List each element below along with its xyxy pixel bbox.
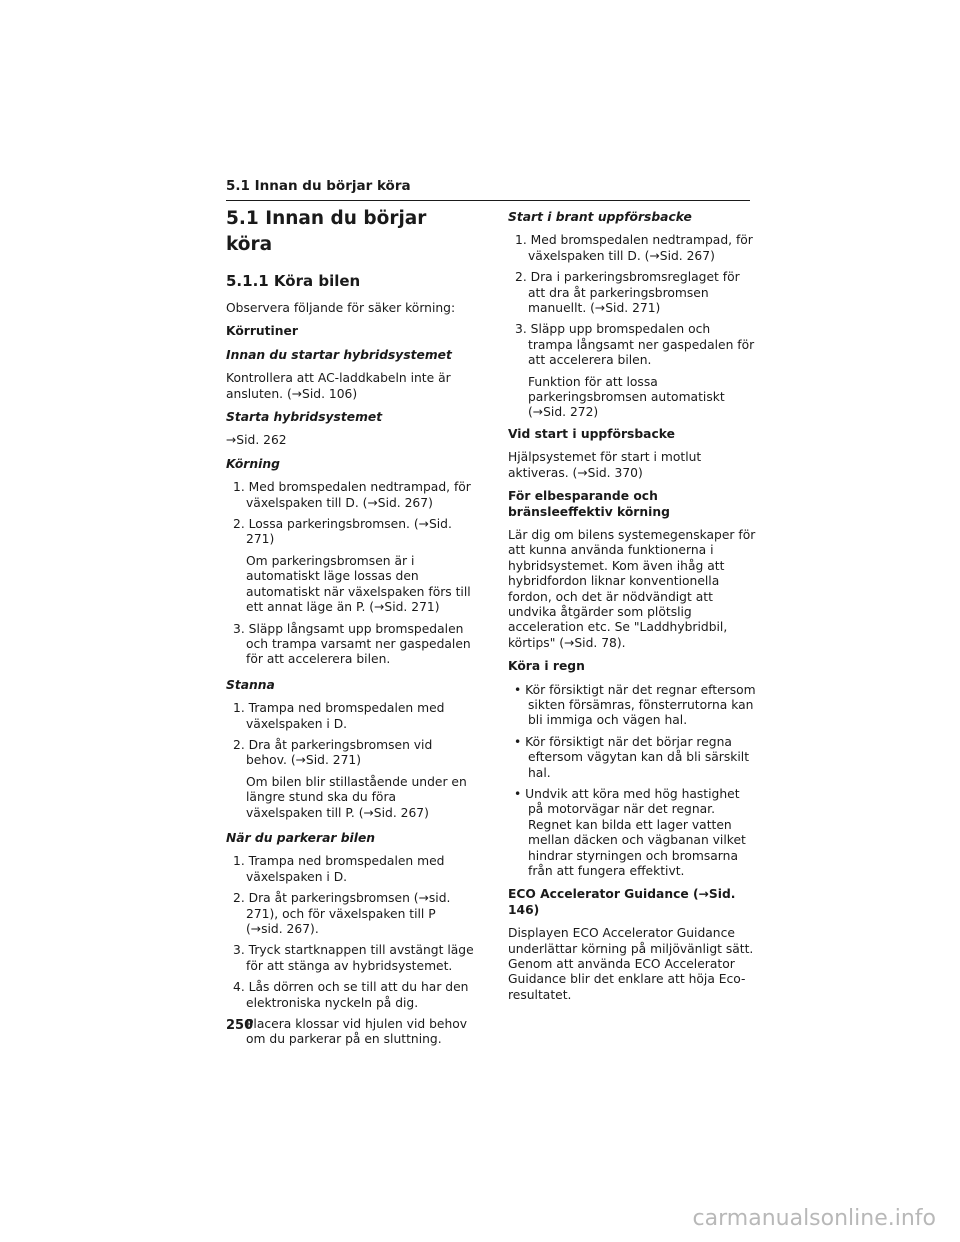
korrutiner-heading: Körrutiner — [226, 324, 298, 339]
brant-heading: Start i brant uppförsbacke — [508, 210, 692, 224]
watermark: carmanualsonline.info — [692, 1206, 936, 1231]
section-title: 5.1 Innan du börjar köra — [226, 208, 427, 255]
running-header-text: 5.1 Innan du börjar köra — [226, 178, 411, 194]
brant-step-3: 3. Släpp upp bromspedalen och trampa långsamt ner gaspedalen för att accelerera bilen. — [515, 322, 755, 368]
korning-step-1: 1. Med bromspedalen nedtrampad, för växelspaken till D. (→Sid. 267) — [233, 480, 471, 510]
elbesp-heading: För elbesparande och bränsleeffektiv körning — [508, 489, 670, 519]
stanna-heading: Stanna — [226, 677, 275, 692]
running-header — [226, 178, 750, 201]
korning-heading: Körning — [226, 456, 280, 471]
right-column — [508, 210, 758, 1011]
page-number: 250 — [226, 1018, 254, 1033]
brant-step-1: 1. Med bromspedalen nedtrampad, för växelspaken till D. (→Sid. 267) — [515, 233, 753, 263]
starta-heading: Starta hybridsystemet — [226, 410, 383, 425]
innan-heading: Innan du startar hybridsystemet — [226, 347, 452, 362]
regn-bullet-2: • Kör försiktigt när det börjar regna eftersom vägytan kan då bli särskilt hal. — [514, 734, 750, 780]
korning-step-2-note: Om parkeringsbromsen är i automatiskt läge lossas den automatiskt när växelspaken förs till ett annat läge än P. (→Sid. 271) — [246, 553, 471, 615]
eco-text: Displayen ECO Accelerator Guidance underlättar körning på miljövänligt sätt. Genom att använda ECO Accelerator Guidance blir det enklare att höja Eco-resultatet. — [508, 926, 754, 1002]
intro-text: Observera följande för säker körning: — [226, 301, 456, 315]
park-step-2: 2. Dra åt parkeringsbromsen (→sid. 271), och för växelspaken till P (→sid. 267). — [233, 891, 451, 936]
korning-step-2: 2. Lossa parkeringsbromsen. (→Sid. 271) — [233, 517, 452, 547]
regn-bullet-3: • Undvik att köra med hög hastighet på motorvägar när det regnar. Regnet kan bilda ett lager vatten mellan däcken och vägbanan vilket hindrar styrningen och bromsarna från att fungera effektivt. — [514, 787, 746, 879]
eco-heading: ECO Accelerator Guidance (→Sid. 146) — [508, 887, 736, 917]
brant-step-2: 2. Dra i parkeringsbromsreglaget för att dra åt parkeringsbromsen manuellt. (→Sid. 271) — [515, 270, 740, 316]
stanna-step-2-note: Om bilen blir stillastående under en längre stund ska du föra växelspaken till P. (→Sid. 267) — [246, 774, 467, 820]
park-step-4-note: Placera klossar vid hjulen vid behov om du parkerar på en sluttning. — [246, 1017, 468, 1047]
left-column — [226, 206, 476, 1054]
innan-text: Kontrollera att AC-laddkabeln inte är ansluten. (→Sid. 106) — [226, 371, 451, 401]
stanna-step-2: 2. Dra åt parkeringsbromsen vid behov. (→Sid. 271) — [233, 737, 433, 768]
korning-step-3: 3. Släpp långsamt upp bromspedalen och trampa varsamt ner gaspedalen för att accelerera bilen. — [233, 621, 471, 667]
vid-text: Hjälpsystemet för start i motlut aktiveras. (→Sid. 370) — [508, 450, 702, 480]
park-step-1: 1. Trampa ned bromspedalen med växelspaken i D. — [233, 854, 445, 884]
regn-heading: Köra i regn — [508, 659, 585, 674]
park-step-3: 3. Tryck startknappen till avstängt läge för att stänga av hybridsystemet. — [233, 943, 474, 973]
elbesp-text: Lär dig om bilens systemegenskaper för att kunna använda funktionerna i hybridsystemet. Kom även ihåg att hybridfordon liknar konventionella fordon, och det är nödvändigt att undvika åtgärder som plötslig acceleration etc. Se "Laddhybridbil, körtips" (→Sid. 78). — [508, 527, 756, 650]
brant-step-3-note: Funktion för att lossa parkeringsbromsen automatiskt (→Sid. 272) — [528, 374, 725, 420]
subsection-title: 5.1.1 Köra bilen — [226, 272, 361, 290]
stanna-step-1: 1. Trampa ned bromspedalen med växelspaken i D. — [233, 701, 445, 731]
regn-bullet-1: • Kör försiktigt när det regnar eftersom sikten försämras, fönsterrutorna kan bli immiga och vägen hal. — [514, 682, 756, 728]
vid-heading: Vid start i uppförsbacke — [508, 426, 675, 441]
park-step-4: 4. Lås dörren och se till att du har den elektroniska nyckeln på dig. — [233, 980, 469, 1010]
park-heading: När du parkerar bilen — [226, 830, 376, 845]
starta-ref: →Sid. 262 — [226, 433, 287, 448]
